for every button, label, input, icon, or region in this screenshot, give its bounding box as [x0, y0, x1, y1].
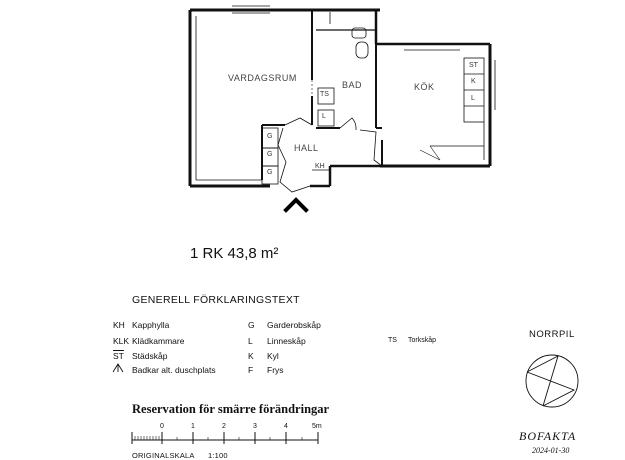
legend-text: Garderobskåp [267, 320, 321, 330]
scale-ratio: 1:100 [208, 451, 228, 460]
fixture-g-1: G [267, 133, 273, 140]
fixture-kitchen-l: L [471, 95, 475, 102]
legend-code: G [248, 320, 255, 330]
scale-tick-label: 3 [253, 423, 257, 430]
legend-text: Klädkammare [132, 336, 185, 346]
brand-name: BOFAKTA [519, 429, 577, 443]
fixture-l-bath: L [322, 113, 326, 120]
room-label-kitchen: KÖK [414, 82, 435, 92]
fixture-g-2: G [267, 151, 273, 158]
legend-code: KH [113, 320, 125, 330]
legend-code: K [248, 351, 254, 361]
room-label-living: VARDAGSRUM [228, 73, 297, 83]
scale-tick-label: 4 [284, 423, 288, 430]
room-label-bath: BAD [342, 80, 363, 90]
reservation-note: Reservation för smärre förändringar [132, 402, 330, 416]
scale-tick-label: 0 [160, 423, 164, 430]
legend-code: $\overline{ST}$ [113, 351, 124, 361]
legend-text: Frys [267, 365, 284, 375]
bath-door-swing [340, 118, 356, 130]
scale-caption: ORIGINALSKALA [132, 451, 195, 460]
scale-bar [132, 432, 318, 444]
entrance-arrow-icon [286, 200, 306, 210]
fixture-kitchen-k: K [471, 78, 476, 85]
legend-text: Städskåp [132, 351, 168, 361]
apartment-area: 1 RK 43,8 m² [190, 245, 279, 262]
legend-code: KLK [113, 336, 130, 346]
fixture-kh: KH [315, 163, 325, 170]
legend-code: F [248, 365, 254, 375]
legend-text: Linneskåp [267, 336, 306, 346]
room-label-hall: HALL [294, 143, 319, 153]
fixture-kitchen-st: ST [469, 62, 478, 69]
scale-tick-label: 1 [191, 423, 195, 430]
legend-text: Badkar alt. duschplats [132, 365, 216, 375]
bathtub-symbol-icon [113, 364, 123, 372]
legend-text: Kyl [267, 351, 279, 361]
legend-title: GENERELL FÖRKLARINGSTEXT [132, 294, 300, 306]
north-arrow-icon [526, 355, 578, 407]
legend-text: Torkskåp [408, 337, 437, 344]
legend-code: TS [388, 337, 397, 344]
fixture-ts: TS [320, 91, 329, 98]
drawing-date: 2024-01-30 [532, 446, 570, 455]
north-label: NORRPIL [529, 329, 575, 340]
fixture-g-3: G [267, 169, 273, 176]
hall-walls [262, 128, 380, 186]
scale-tick-label: 5m [312, 423, 322, 430]
scale-tick-label: 2 [222, 423, 226, 430]
legend-code: L [248, 336, 253, 346]
legend-text: Kapphylla [132, 320, 170, 330]
